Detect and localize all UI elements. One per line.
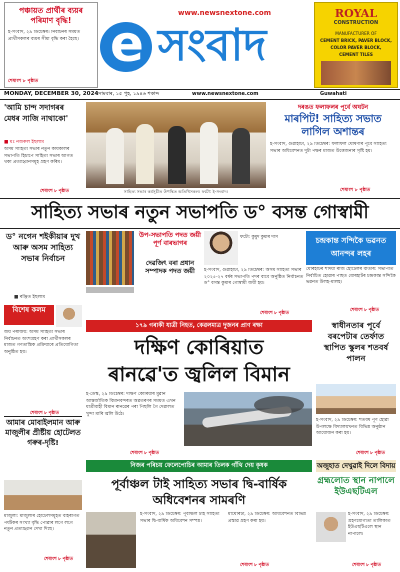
ad-line-1: MANUFACTURER OF	[335, 31, 377, 36]
school-more[interactable]: শেষাংশ ৮ পৃষ্ঠাত	[356, 451, 385, 456]
special-label: বিশেষ কলম	[4, 305, 54, 325]
nagen-story[interactable]	[4, 231, 82, 301]
school-headline: স্বাধীনতাৰ পূৰ্বে বৰপেটাৰ তেৰ্ফাত স্থাপিত স্কুলৰ শতবৰ্ষ পালন	[323, 320, 389, 363]
ad-line-2: CEMENT BRICK, PAVER BLOCK,	[320, 38, 392, 43]
crash-body: ই-ডেস্ক, ২৯ ডিচেম্বৰ: দক্ষিণ কোৰিয়াৰ মুৱান আন্তৰ্জাতিক বিমানবন্দৰত অৱতৰণৰ সময়ত এখন যাত্ৰীবাহী বিমান ৰানৱেৰ পৰা পিছলি গৈ দেৱালত খুন্দা মাৰি জ্বলি উঠে।	[86, 392, 176, 417]
tai-photo	[86, 512, 136, 568]
main-top-rule	[0, 198, 400, 199]
quote-story[interactable]	[4, 102, 82, 194]
ad-line-4: CEMENT TILES	[339, 52, 373, 57]
right-top-story[interactable]	[270, 102, 396, 194]
gogoi-portrait	[204, 231, 238, 265]
crash-strap: ১৭৯ গৰাকী যাত্ৰী নিহত, কেৱলমাত্ৰ দুজনৰ প্ৰাণ ৰক্ষা	[86, 320, 312, 332]
masthead-rule	[0, 89, 400, 90]
site-title: সংবাদ	[158, 20, 267, 71]
center-body: ই-সংবাদ, গুৱাহাটী, ২৯ ডিচেম্বৰ: অসম সাহিত্য সভাৰ ২০২৫-২৭ বৰ্ষৰ সভাপতি পদৰ বাবে অনুষ্ঠিত নিৰ্বাচনত ড° বসন্ত কুমাৰ গোস্বামী জয়ী হয়।	[204, 268, 304, 287]
nagen-headline: ড° নগেন শইকীয়াৰ দুখ আৰু অসম সাহিত্য সভাৰ নিৰ্বাচন	[5, 232, 81, 263]
city: Guwahati	[320, 91, 347, 97]
ustl-headline[interactable]: গ্ৰহ্মলোত স্থান নাপালে ইউএছটিএল	[317, 476, 395, 497]
ceremony-photo	[86, 102, 266, 188]
tai-body-right: মাৰ্ঘেৰিটা, ২৯ ডিচেম্বৰ: অধিবেশনত বিভিন্ন প্ৰস্তাৱ গ্ৰহণ কৰা হয়।	[228, 512, 306, 524]
crash-headline-2[interactable]: ৰানৱে'ত জ্বলিল বিমান	[108, 362, 290, 386]
ad-brand: ROYAL	[334, 7, 378, 20]
sandikoi-body: যোৰহাটৰ শদিয়া ৰাজ হোটেলৰ বাতৰি: সভাপতি নিৰ্বাচিত হোৱাৰ পাছত যোৰহাটৰ চন্দ্ৰকান্ত সন্দিকৈ ভৱনত উলহ-মালহ।	[306, 267, 396, 286]
masthead	[0, 0, 400, 97]
website-url[interactable]: www.newsnextone.com	[178, 9, 272, 17]
tai-body-left: ই-সংবাদ, ২৯ ডিচেম্বৰ: পূৰ্বাঞ্চল টাই সাহিত্য সভাৰ দ্বি-বাৰ্ষিক অধিবেশন সম্পন্ন।	[140, 512, 220, 524]
teaser-more[interactable]: শেষাংশ ৮ পৃষ্ঠাত	[8, 79, 39, 84]
sandikoi-headline: চন্দ্ৰকান্ত সন্দিকৈ ভৱনত আনন্দৰ লহৰ	[315, 236, 387, 258]
photo-figure-3	[168, 126, 186, 184]
main-bottom-rule	[0, 228, 400, 229]
left-story3-rule	[4, 416, 82, 417]
majuli-more[interactable]: শেষাংশ ৮ পৃষ্ঠাত	[44, 557, 73, 562]
royal-ad[interactable]	[314, 2, 398, 88]
teaser-body: ই-সংবাদ, ২৯ ডিচেম্বৰ। নিৰ্বাচনৰ সময়ত প্ৰাৰ্থীসকলৰ ব্যয়ৰ সীমা বৃদ্ধি কৰা হৈছে।	[8, 30, 81, 42]
majuli-body: মাজুলী: মাজুলীৰ হোটেলসমূহত বহিৰাগত পৰ্যটকৰ সংখ্যা বৃদ্ধি পোৱাৰ লগে লগে নতুন প্ৰত্যাহ্বান দেখা দিছে।	[4, 514, 80, 533]
majuli-story[interactable]	[4, 418, 82, 568]
school-photo	[316, 384, 396, 414]
columnist-photo	[56, 305, 82, 327]
school-story[interactable]	[316, 320, 396, 456]
tai-more[interactable]: শেষাংশ ৮ পৃষ্ঠাত	[240, 563, 269, 568]
quote-more[interactable]: শেষাংশ ৮ পৃষ্ঠাত	[40, 189, 69, 194]
crash-more[interactable]: শেষাংশ ৮ পৃষ্ঠাত	[130, 451, 159, 456]
farewell-strip: অজুহাত দেখুৱাই দিলে বিদায়	[316, 462, 396, 470]
special-body: জয় পৰাজয়: অসম সাহিত্য সভাৰ নিৰ্বাচনত অংশগ্ৰহণ কৰা প্ৰাৰ্থীসকলৰ মাজত গণতান্ত্ৰিক প্ৰক্ৰিয়াৰে প্ৰতিযোগিতা অনুষ্ঠিত হয়।	[4, 330, 79, 355]
nagen-byline: ■ ৰঞ্জিত ইছলাম	[14, 295, 46, 300]
teaser-headline: পঞ্চায়ত প্ৰাৰ্থীৰ ব্যয়ৰ পৰিমাণ বৃদ্ধি!	[19, 6, 83, 25]
quote-body: অসম সাহিত্য সভাৰ নতুন কাৰ্যকালৰ সভাপতি হিচাপে সাহিত্য সভাৰ আগত থকা প্ৰত্যাহ্বানসমূহ গ্ৰহণ কৰিম।	[4, 147, 74, 166]
logo-letter: e	[110, 15, 144, 73]
top-left-teaser[interactable]	[4, 2, 98, 88]
crash-photo	[184, 392, 312, 446]
photo-figure-2	[136, 124, 154, 184]
books-photo	[86, 231, 134, 285]
photo-figure-4	[200, 122, 218, 184]
crash-smoke	[254, 396, 304, 414]
vp-story[interactable]	[138, 231, 202, 291]
date-bn: সোমবাৰ, ১৫ পুহ, ১৯৪৬ শকাব্দ	[96, 91, 160, 97]
main-headline[interactable]: সাহিত্য সভাৰ নতুন সভাপতি ড° বসন্ত গোস্বামী	[31, 202, 369, 223]
date-left: MONDAY, DECEMBER 30, 2024	[4, 91, 99, 97]
ad-line-3: COLOR PAVER BLOCK,	[330, 45, 382, 50]
vp-sub: দেৱজিৎ বৰা প্ৰধান সম্পাদক পদত জয়ী	[145, 259, 195, 276]
vp-portrait-1	[86, 287, 134, 293]
special-more[interactable]: শেষাংশ ৮ পৃষ্ঠাত	[30, 411, 59, 416]
school-body: ই-সংবাদ, ২৯ ডিচেম্বৰ: শতবৰ্ষ পূৰ্ণ হোৱা উপলক্ষে বিদ্যালয়খনত বিভিন্ন অনুষ্ঠান আয়োজন কৰা হয়।	[316, 418, 389, 437]
crash-headline-1[interactable]: দক্ষিণ কোৰিয়াত	[134, 335, 264, 359]
vp-headline: উপ-সভাপতি পদত জয়ী পূৰ্ণ বাৰভাগৰ	[138, 231, 202, 248]
photo-figure-1	[106, 128, 124, 184]
farmer-strip: নিজৰ পৰিচয় ফেলেপোচিৰ আমাৰ তিলক গাঁথি দেয় কৃষক	[86, 460, 312, 472]
right-top-headline: মাৰপিট! সাহিত্য সভাত লাগিল অশান্তৰ	[284, 113, 382, 138]
photo-figure-5	[232, 128, 250, 184]
majuli-headline: আমাৰ মোবাইলমান আৰু মাজুলীৰ প্ৰীষ্টীয় হোটেলত গৰুৰ-দৃষ্টি!	[5, 418, 81, 447]
center-url: www.newsnextone.com	[192, 91, 259, 97]
quote-headline: 'আমি চান্দ সদাগৰৰ মেধৰ সাজি নাথাকো'	[4, 103, 69, 123]
quote-byline: ■ মঃ নজৰুল ইছলাম	[4, 140, 44, 145]
sandikoi-box[interactable]	[306, 231, 396, 265]
ad-sub: CONSTRUCTION	[333, 20, 379, 26]
ustl-more[interactable]: শেষাংশ ৮ পৃষ্ঠাত	[352, 563, 381, 568]
majuli-photo	[4, 480, 82, 510]
center-caption: ফটো: কুমুদ কুমাৰ দাস	[240, 235, 278, 240]
photo-caption: সাহিত্য সভাৰ কৰ্মসূচীত উপস্থিত অতিথিসকল। ফটো: ই-সংবাদ।	[123, 189, 229, 194]
tai-headline[interactable]: পূৰ্বাঞ্চল টাই সাহিত্য সভাৰ দ্বি-বাৰ্ষিক অধিবেশনৰ সামৰণি	[111, 477, 287, 507]
sandikoi-more[interactable]: শেষাংশ ৮ পৃষ্ঠাত	[350, 308, 379, 313]
ad-photo	[321, 61, 391, 85]
right-top-body: ই-সংবাদ, গুৱাহাটী, ২৯ ডিচেম্বৰ: ফলাফল ঘোষণাৰ পূৰ্বে সাহিত্য সভাৰ অধিবেশনত দুটা পক্ষৰ মাজত উত্তেজনাৰ সৃষ্টি হয়।	[270, 142, 387, 154]
ustl-body: ই-সংবাদ, ২৯ ডিচেম্বৰ: গ্ৰহণযোগ্যতা তালিকাত ইউএছটিএলে স্থান নাপালে।	[348, 512, 391, 537]
ustl-photo	[316, 512, 346, 542]
right-top-kicker: দৰঙত ফলাফলৰ পূৰ্বে অঘটন	[297, 104, 369, 111]
right-top-more[interactable]: শেষাংশ ৮ পৃষ্ঠাত	[340, 188, 371, 193]
center-more[interactable]: শেষাংশ ৮ পৃষ্ঠাত	[260, 311, 289, 316]
date-rule	[0, 99, 400, 100]
